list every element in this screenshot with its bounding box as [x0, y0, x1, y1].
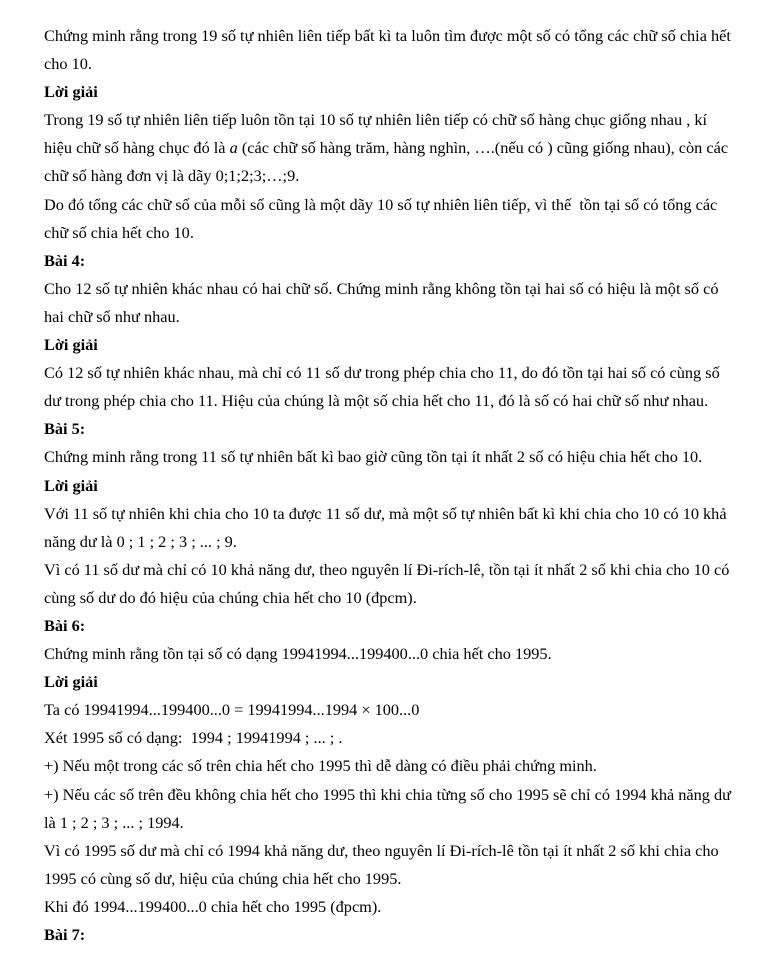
text-run: Trong 19 số tự nhiên liên tiếp luôn tồn tại 10 số tự nhiên liên tiếp có chữ số hàng chục giống nhau , kí	[44, 110, 708, 130]
bold-text-run: Lời giải	[44, 672, 98, 692]
bold-text-run: Bài 4:	[44, 250, 86, 270]
text-line	[44, 191, 739, 219]
text-run: (các chữ số hàng trăm, hàng nghìn, ….(nếu có ) cũng giống nhau), còn các	[237, 138, 729, 158]
document-text-body	[44, 22, 739, 949]
italic-text-run: a	[229, 138, 238, 158]
text-line	[44, 359, 739, 387]
text-run: hai chữ số như nhau.	[44, 306, 180, 326]
text-run: Ta có 19941994...199400...0 = 19941994...1994 × 100...0	[44, 700, 420, 720]
text-line	[44, 893, 739, 921]
text-line	[44, 22, 739, 50]
text-run: cho 10.	[44, 54, 92, 74]
text-run: cùng số dư do đó hiệu của chúng chia hết cho 10 (đpcm).	[44, 587, 417, 607]
text-run: hiệu chữ số hàng chục đó là	[44, 138, 230, 158]
bold-text-run: Lời giải	[44, 475, 98, 495]
text-line	[44, 556, 739, 584]
text-line	[44, 500, 739, 528]
text-line	[44, 809, 739, 837]
text-run: Với 11 số tự nhiên khi chia cho 10 ta được 11 số dư, mà một số tự nhiên bất kì khi chia cho 10 có 10 khả	[44, 503, 727, 523]
text-line	[44, 78, 739, 106]
text-run: Chứng minh rằng tồn tại số có dạng 19941994...199400...0 chia hết cho 1995.	[44, 644, 552, 664]
text-line	[44, 584, 739, 612]
text-line	[44, 724, 739, 752]
text-line	[44, 106, 739, 134]
text-run: Chứng minh rằng trong 19 số tự nhiên liên tiếp bất kì ta luôn tìm được một số có tổng các chữ số chia hết	[44, 26, 731, 45]
text-line	[44, 134, 739, 162]
text-run: Chứng minh rằng trong 11 số tự nhiên bất kì bao giờ cũng tồn tại ít nhất 2 số có hiệu chia hết cho 10.	[44, 447, 703, 467]
text-run: Vì có 1995 số dư mà chỉ có 1994 khả năng dư, theo nguyên lí Đi-rích-lê tồn tại ít nhất 2 số khi chia cho	[44, 840, 719, 860]
text-line	[44, 472, 739, 500]
bold-text-run: Bài 5:	[44, 419, 86, 439]
text-line	[44, 219, 739, 247]
text-run: 1995 có cùng số dư, hiệu của chúng chia hết cho 1995.	[44, 868, 402, 888]
text-run: Vì có 11 số dư mà chỉ có 10 khả năng dư, theo nguyên lí Đi-rích-lê, tồn tại ít nhất 2 số khi chia cho 10 có	[44, 559, 730, 579]
text-line	[44, 331, 739, 359]
text-run: +) Nếu các số trên đều không chia hết cho 1995 thì khi chia từng số cho 1995 sẽ chỉ có 1994 khả năng dư	[44, 784, 731, 804]
text-run: Có 12 số tự nhiên khác nhau, mà chỉ có 11 số dư trong phép chia cho 11, do đó tồn tại hai số có cùng số	[44, 363, 720, 383]
text-line	[44, 162, 739, 190]
text-line	[44, 837, 739, 865]
text-line	[44, 528, 739, 556]
text-line	[44, 668, 739, 696]
text-line	[44, 781, 739, 809]
text-line	[44, 303, 739, 331]
text-line	[44, 612, 739, 640]
text-run: +) Nếu một trong các số trên chia hết cho 1995 thì dễ dàng có điều phải chứng minh.	[44, 756, 597, 776]
text-run: dư trong phép chia cho 11. Hiệu của chúng là một số chia hết cho 11, đó là số có hai chữ số như nhau.	[44, 391, 709, 411]
text-line	[44, 752, 739, 780]
text-run: là 1 ; 2 ; 3 ; ... ; 1994.	[44, 812, 184, 832]
text-run: chữ số chia hết cho 10.	[44, 222, 194, 242]
text-line	[44, 387, 739, 415]
bold-text-run: Bài 6:	[44, 615, 86, 635]
text-line	[44, 640, 739, 668]
bold-text-run: Bài 7:	[44, 925, 86, 944]
text-line	[44, 247, 739, 275]
text-run: năng dư là 0 ; 1 ; 2 ; 3 ; ... ; 9.	[44, 531, 237, 551]
text-line	[44, 443, 739, 471]
text-line	[44, 865, 739, 893]
text-line	[44, 275, 739, 303]
text-run: Khi đó 1994...199400...0 chia hết cho 1995 (đpcm).	[44, 896, 382, 916]
text-run: chữ số hàng đơn vị là dãy 0;1;2;3;…;9.	[44, 166, 300, 186]
text-line	[44, 696, 739, 724]
text-run: Cho 12 số tự nhiên khác nhau có hai chữ số. Chứng minh rằng không tồn tại hai số có hiệu là một số có	[44, 278, 719, 298]
bold-text-run: Lời giải	[44, 335, 98, 355]
text-line	[44, 50, 739, 78]
text-run: Do đó tổng các chữ số của mỗi số cũng là một dãy 10 số tự nhiên liên tiếp, vì thế tồn tại số có tổng các	[44, 194, 718, 214]
bold-text-run: Lời giải	[44, 82, 98, 102]
text-run: Xét 1995 số có dạng: 1994 ; 19941994 ; ... ; .	[44, 728, 343, 748]
text-line	[44, 415, 739, 443]
text-line	[44, 921, 739, 949]
